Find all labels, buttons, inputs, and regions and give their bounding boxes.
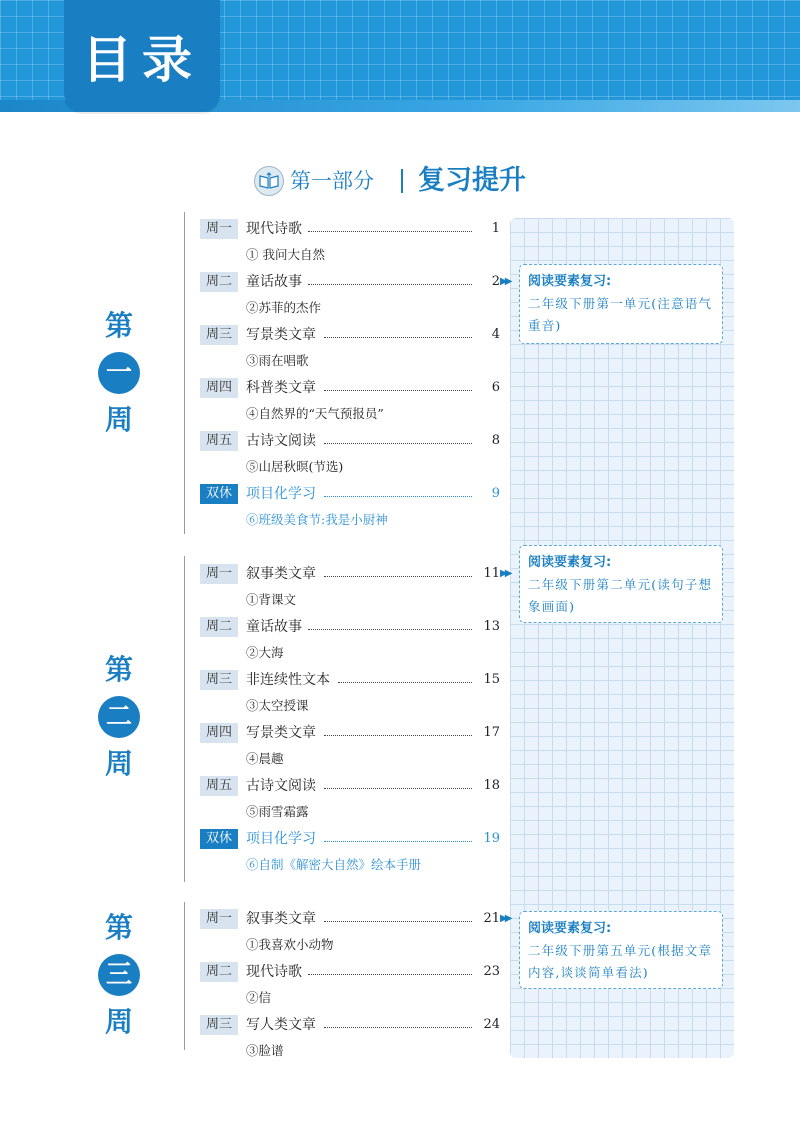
- entry-title: 童话故事: [246, 274, 302, 290]
- toc-entry[interactable]: [200, 775, 500, 801]
- week-label-1: [96, 308, 142, 438]
- review-title: 阅读要素复习:: [528, 921, 612, 936]
- dot-leader: [324, 337, 472, 338]
- review-box: [519, 545, 723, 623]
- week-label-top: 第: [104, 911, 133, 944]
- dot-leader: [308, 231, 472, 232]
- week-number-badge: 三: [98, 954, 140, 996]
- page-number: 17: [483, 725, 500, 740]
- week-number-badge: 二: [98, 696, 140, 738]
- dot-leader: [324, 443, 472, 444]
- entry-title: 科普类文章: [246, 380, 316, 396]
- sub-entry: ③脸谱: [246, 1043, 284, 1058]
- entry-title: 写人类文章: [246, 1017, 316, 1033]
- arrow-icon: ▶▶: [500, 568, 510, 579]
- day-tag: 周三: [200, 670, 238, 690]
- title-box: [64, 0, 220, 112]
- week-label-bottom: 周: [104, 403, 133, 436]
- entry-title: 现代诗歌: [246, 221, 302, 237]
- entry-title: 写景类文章: [246, 327, 316, 343]
- part-separator: [401, 169, 403, 193]
- part-label: 第一部分: [290, 169, 374, 193]
- weekend-tag: 双休: [200, 829, 238, 849]
- week-label-top: 第: [104, 653, 133, 686]
- sub-entry: ②大海: [246, 645, 284, 660]
- page-number: 18: [483, 778, 500, 793]
- dot-leader: [324, 390, 472, 391]
- page-number: 13: [483, 619, 500, 634]
- week-label-bottom: 周: [104, 747, 133, 780]
- entry-title: 项目化学习: [246, 831, 316, 847]
- page-number: 23: [483, 964, 500, 979]
- page-number: 21: [483, 911, 500, 926]
- page-number: 11: [483, 566, 500, 581]
- review-box: [519, 911, 723, 989]
- toc-entry[interactable]: [200, 1014, 500, 1040]
- page-number: 9: [491, 486, 500, 501]
- day-tag: 周五: [200, 431, 238, 451]
- dot-leader: [324, 496, 472, 497]
- dot-leader: [324, 1027, 472, 1028]
- page-number: 19: [483, 831, 500, 846]
- day-tag: 周二: [200, 617, 238, 637]
- day-tag: 周一: [200, 219, 238, 239]
- sub-entry: ①我喜欢小动物: [246, 937, 334, 952]
- toc-entry[interactable]: [200, 722, 500, 748]
- review-box: [519, 264, 723, 344]
- sub-entry: ③太空授课: [246, 698, 309, 713]
- week-divider-line: [184, 556, 185, 882]
- dot-leader: [308, 284, 472, 285]
- arrow-icon: ▶▶: [500, 913, 510, 924]
- week-divider-line: [184, 902, 185, 1050]
- part-name: 复习提升: [418, 165, 526, 196]
- toc-entry[interactable]: [200, 828, 500, 854]
- entry-title: 古诗文阅读: [246, 778, 316, 794]
- week-label-3: [96, 910, 142, 1040]
- review-text: 二年级下册第一单元(注意语气重音): [528, 296, 713, 333]
- page-number: 2: [491, 274, 500, 289]
- toc-entry[interactable]: [200, 430, 500, 456]
- sub-entry: ⑥自制《解密大自然》绘本手册: [246, 857, 422, 872]
- toc-entry[interactable]: [200, 271, 510, 297]
- dot-leader: [324, 841, 472, 842]
- entry-title: 现代诗歌: [246, 964, 302, 980]
- toc-entry[interactable]: [200, 616, 500, 642]
- week-number-badge: 一: [98, 352, 140, 394]
- page-number: 1: [491, 221, 500, 236]
- entry-title: 项目化学习: [246, 486, 316, 502]
- entry-title: 童话故事: [246, 619, 302, 635]
- sub-entry: ⑤雨雪霜露: [246, 804, 309, 819]
- day-tag: 周一: [200, 564, 238, 584]
- page-title: 目录: [82, 31, 202, 89]
- day-tag: 周三: [200, 325, 238, 345]
- arrow-icon: ▶▶: [500, 276, 510, 287]
- dot-leader: [338, 682, 472, 683]
- dot-leader: [324, 735, 472, 736]
- page-number: 8: [491, 433, 500, 448]
- week-label-bottom: 周: [104, 1005, 133, 1038]
- entry-title: 写景类文章: [246, 725, 316, 741]
- entry-title: 叙事类文章: [246, 566, 316, 582]
- dot-leader: [324, 921, 472, 922]
- weekend-tag: 双休: [200, 484, 238, 504]
- sub-entry: ① 我问大自然: [246, 247, 325, 262]
- dot-leader: [308, 974, 472, 975]
- review-title: 阅读要素复习:: [528, 555, 612, 570]
- sub-entry: ②信: [246, 990, 272, 1005]
- sub-entry: ⑤山居秋暝(节选): [246, 459, 344, 474]
- toc-entry[interactable]: [200, 324, 500, 350]
- dot-leader: [324, 576, 472, 577]
- entry-title: 古诗文阅读: [246, 433, 316, 449]
- page-number: 24: [483, 1017, 500, 1032]
- day-tag: 周五: [200, 776, 238, 796]
- week-label-2: [96, 652, 142, 782]
- day-tag: 周四: [200, 723, 238, 743]
- toc-entry[interactable]: [200, 377, 500, 403]
- day-tag: 周三: [200, 1015, 238, 1035]
- sub-entry: ⑥班级美食节:我是小厨神: [246, 512, 388, 527]
- week-divider-line: [184, 212, 185, 534]
- sub-entry: ③雨在唱歌: [246, 353, 309, 368]
- toc-entry[interactable]: [200, 669, 500, 695]
- review-title: 阅读要素复习:: [528, 274, 612, 289]
- sub-entry: ④晨趣: [246, 751, 284, 766]
- day-tag: 周一: [200, 909, 238, 929]
- entry-title: 非连续性文本: [246, 672, 330, 688]
- entry-title: 叙事类文章: [246, 911, 316, 927]
- sub-entry: ②苏菲的杰作: [246, 300, 322, 315]
- dot-leader: [324, 788, 472, 789]
- review-text: 二年级下册第五单元(根据文章内容,谈谈简单看法): [528, 943, 713, 980]
- toc-entry[interactable]: [200, 961, 500, 987]
- book-icon: [254, 166, 284, 196]
- toc-entry[interactable]: [200, 563, 510, 589]
- dot-leader: [308, 629, 472, 630]
- day-tag: 周二: [200, 962, 238, 982]
- page-number: 6: [491, 380, 500, 395]
- day-tag: 周二: [200, 272, 238, 292]
- toc-entry[interactable]: [200, 483, 500, 509]
- day-tag: 周四: [200, 378, 238, 398]
- page-number: 4: [491, 327, 500, 342]
- review-text: 二年级下册第二单元(读句子想象画面): [528, 577, 713, 614]
- toc-entry[interactable]: [200, 218, 500, 244]
- sub-entry: ④自然界的“天气预报员”: [246, 406, 384, 421]
- toc-entry[interactable]: [200, 908, 510, 934]
- week-label-top: 第: [104, 309, 133, 342]
- sub-entry: ①背课文: [246, 592, 297, 607]
- page-number: 15: [483, 672, 500, 687]
- section-heading: [254, 160, 574, 204]
